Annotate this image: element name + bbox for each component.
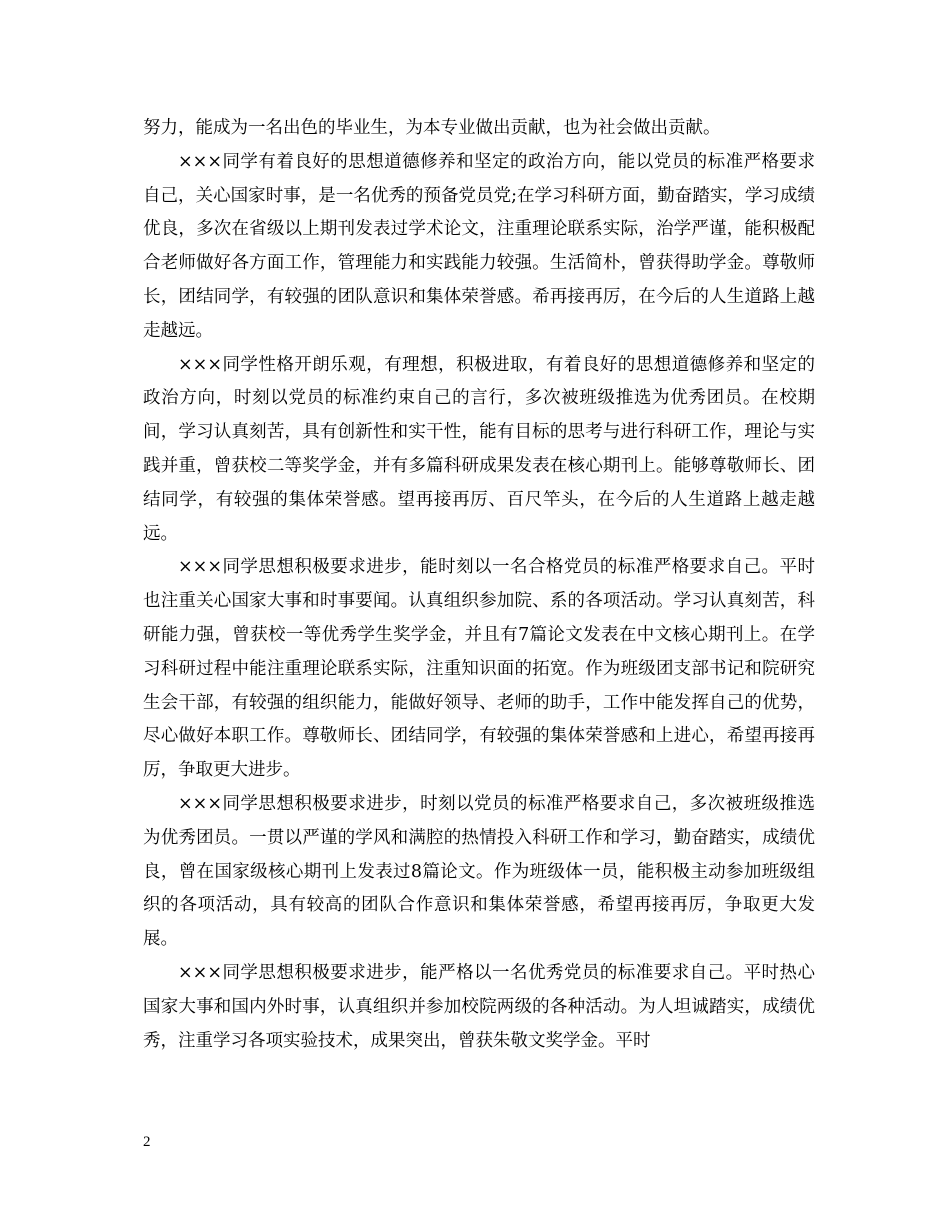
paragraph-6: ×××同学思想积极要求进步，能严格以一名优秀党员的标准要求自己。平时热心国家大事和国内外时事，认真组织并参加校院两级的各种活动。为人坦诚踏实，成绩优秀，注重学习各项实验技术，成果突出，曾获朱敬文奖学金。平时 [143, 962, 815, 1051]
paragraph-2: ×××同学有着良好的思想道德修养和坚定的政治方向，能以党员的标准严格要求自己，关心国家时事，是一名优秀的预备党员党;在学习科研方面，勤奋踏实，学习成绩优良，多次在省级以上期刊发表过学术论文，注重理论联系实际，治学严谨，能积极配合老师做好各方面工作，管理能力和实践能力较强。生活简朴，曾获得助学金。尊敬师长，团结同学，有较强的团队意识和集体荣誉感。希再接再厉，在今后的人生道路上越走越远。 [143, 151, 815, 341]
paragraph-4: ×××同学思想积极要求进步，能时刻以一名合格党员的标准严格要求自己。平时也注重关心国家大事和时事要闻。认真组织参加院、系的各项活动。学习认真刻苦，科研能力强，曾获校一等优秀学生奖学金，并且有7篇论文发表在中文核心期刊上。在学习科研过程中能注重理论联系实际，注重知识面的拓宽。作为班级团支部书记和院研究生会干部，有较强的组织能力，能做好领导、老师的助手，工作中能发挥自己的优势，尽心做好本职工作。尊敬师长、团结同学，有较强的集体荣誉感和上进心，希望再接再厉，争取更大进步。 [143, 557, 815, 781]
paragraph-5: ×××同学思想积极要求进步，时刻以党员的标准严格要求自己，多次被班级推选为优秀团员。一贯以严谨的学风和满腔的热情投入科研工作和学习，勤奋踏实，成绩优良，曾在国家级核心期刊上发表过8篇论文。作为班级体一员，能积极主动参加班级组织的各项活动，具有较高的团队合作意识和集体荣誉感，希望再接再厉，争取更大发展。 [143, 793, 815, 950]
paragraph-1: 努力，能成为一名出色的毕业生，为本专业做出贡献，也为社会做出贡献。 [143, 118, 721, 138]
page-number: 2 [143, 1134, 151, 1150]
document-body [143, 112, 815, 1058]
paragraph-3: ×××同学性格开朗乐观，有理想，积极进取，有着良好的思想道德修养和坚定的政治方向，时刻以党员的标准约束自己的言行，多次被班级推选为优秀团员。在校期间，学习认真刻苦，具有创新性和实干性，能有目标的思考与进行科研工作，理论与实践并重，曾获校二等奖学金，并有多篇科研成果发表在核心期刊上。能够尊敬师长、团结同学，有较强的集体荣誉感。望再接再厉、百尺竿头，在今后的人生道路上越走越远。 [143, 354, 815, 544]
